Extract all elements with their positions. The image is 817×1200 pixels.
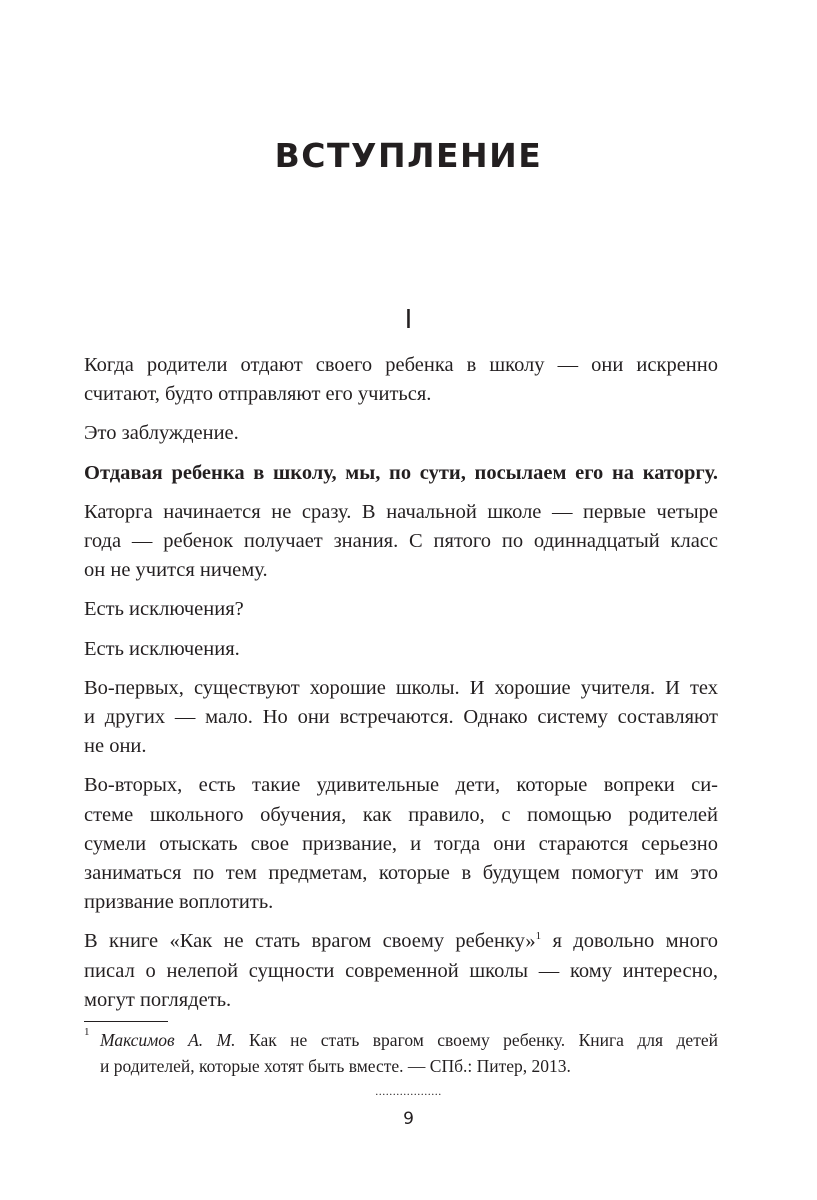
text-line: и других — мало. Но они встречаются. Однако систему составляют xyxy=(84,706,718,729)
footnote-author: Максимов А. М. xyxy=(100,1030,236,1050)
footnote-text xyxy=(100,1027,718,1079)
paragraph xyxy=(84,595,718,624)
text-segment: я довольно много xyxy=(541,930,718,953)
page-separator: ................... xyxy=(375,1084,442,1098)
text-line: Есть исключения? xyxy=(84,598,244,621)
text-line: Во-вторых, есть такие удивительные дети, которые вопреки си- xyxy=(84,774,718,797)
text-line: не они. xyxy=(84,735,147,758)
text-line: призвание воплотить. xyxy=(84,891,274,914)
paragraph xyxy=(84,351,718,409)
text-line: считают, будто отправляют его учиться. xyxy=(84,383,432,406)
paragraph xyxy=(84,927,718,1015)
chapter-title: ВСТУПЛЕНИЕ xyxy=(274,136,543,175)
text-line: заниматься по тем предметам, которые в будущем помогут им это xyxy=(84,862,718,885)
footnote xyxy=(84,1027,718,1079)
footnote-segment: Как не стать врагом своему ребенку. Книга для детей xyxy=(235,1030,718,1050)
text-line: Каторга начинается не сразу. В начальной школе — первые четыре xyxy=(84,500,718,523)
footnote-line: и родителей, которые хотят быть вместе. — СПб.: Питер, 2013. xyxy=(100,1056,571,1076)
text-line: Когда родители отдают своего ребенка в школу — они искренно xyxy=(84,354,718,376)
text-segment: В книге «Как не стать врагом своему ребенку» xyxy=(84,930,536,953)
section-number: I xyxy=(404,305,413,335)
footnote-divider xyxy=(84,1021,168,1022)
footnote-number: 1 xyxy=(84,1026,90,1038)
paragraph xyxy=(84,771,718,917)
text-line: сумели отыскать свое призвание, и тогда они стараются серьезно xyxy=(84,832,718,855)
bold-paragraph xyxy=(84,459,718,488)
paragraph xyxy=(84,498,718,586)
body-text xyxy=(84,351,718,1015)
page-number: 9 xyxy=(403,1109,414,1129)
text-line: Есть исключения. xyxy=(84,637,240,660)
text-line: писал о нелепой сущности современной школы — кому интересно, xyxy=(84,959,718,982)
footnote-ref[interactable]: 1 xyxy=(535,930,542,943)
text-line: Во-первых, существуют хорошие школы. И хорошие учителя. И тех xyxy=(84,676,718,699)
paragraph xyxy=(84,674,718,762)
paragraph xyxy=(84,635,718,664)
text-line xyxy=(84,927,718,956)
text-line: года — ребенок получает знания. С пятого по одиннадцатый класс xyxy=(84,530,718,553)
paragraph xyxy=(84,419,718,448)
text-line: могут поглядеть. xyxy=(84,988,232,1011)
text-line: стеме школьного обучения, как правило, с помощью родителей xyxy=(84,803,718,826)
text-line: он не учится ничему. xyxy=(84,559,268,582)
footnote-line xyxy=(100,1027,718,1053)
text-line: Отдавая ребенка в школу, мы, по сути, посылаем его на каторгу. xyxy=(84,461,718,484)
text-line: Это заблуждение. xyxy=(84,422,239,445)
